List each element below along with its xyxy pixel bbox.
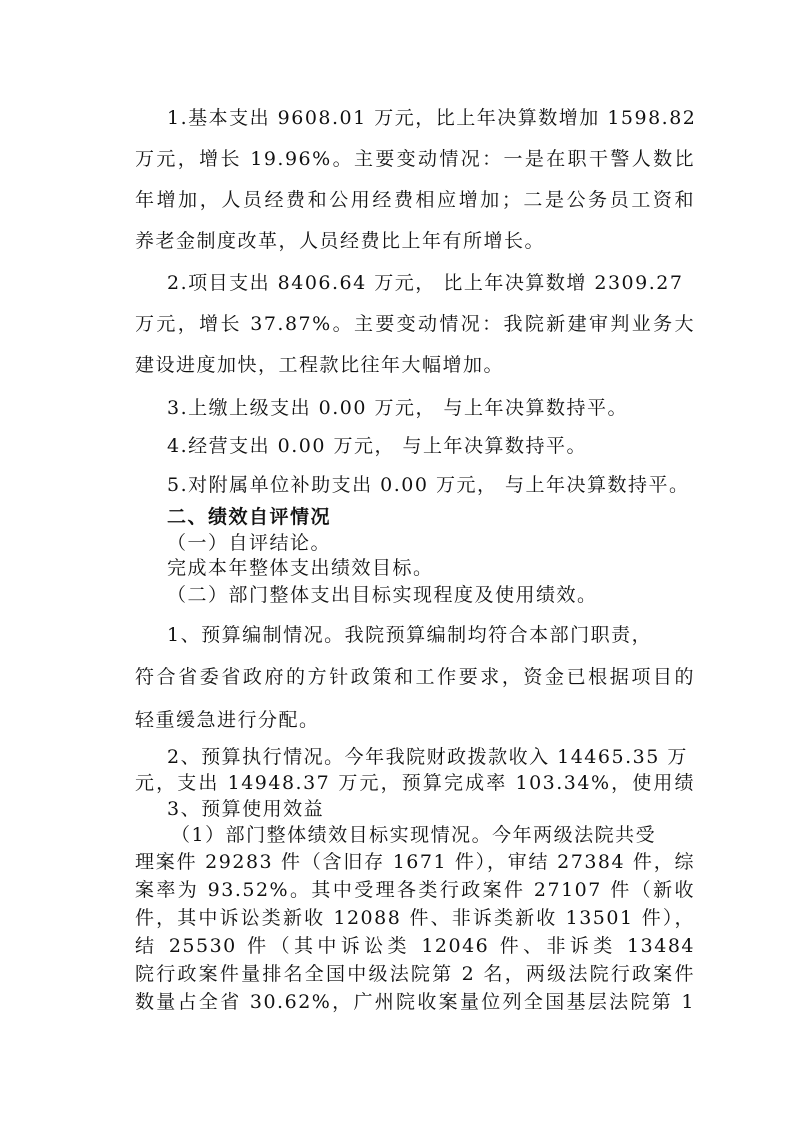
subsection-heading: （二）部门整体支出目标实现程度及使用绩效。 xyxy=(167,584,598,606)
paragraph-line: 结 25530 件（其中诉讼类 12046 件、非诉类 13484 xyxy=(135,935,695,957)
paragraph-line: 符合省委省政府的方针政策和工作要求，资金已根据项目的 xyxy=(135,666,695,688)
paragraph-line: 建设进度加快，工程款比往年大幅增加。 xyxy=(135,354,505,376)
paragraph-line: 院行政案件量排名全国中级法院第 2 名，两级法院行政案件 xyxy=(135,963,695,985)
paragraph-line: 3.上缴上级支出 0.00 万元， 与上年决算数持平。 xyxy=(167,397,629,419)
paragraph-line: 2、预算执行情况。今年我院财政拨款收入 14465.35 万 xyxy=(167,746,688,768)
paragraph-line: 1、预算编制情况。我院预算编制均符合本部门职责， xyxy=(167,624,653,646)
paragraph-line: 万元，增长 19.96%。主要变动情况：一是在职干警人数比 xyxy=(135,148,695,170)
paragraph-line: 4.经营支出 0.00 万元， 与上年决算数持平。 xyxy=(167,435,588,457)
section-heading: 二、绩效自评情况 xyxy=(167,506,332,528)
paragraph-line: 数量占全省 30.62%，广州院收案量位列全国基层法院第 1 xyxy=(135,991,695,1013)
paragraph-line: 元，支出 14948.37 万元，预算完成率 103.34%，使用绩 xyxy=(135,772,695,794)
paragraph-line: 养老金制度改革，人员经费比上年有所增长。 xyxy=(135,230,546,252)
paragraph-line: 1.基本支出 9608.01 万元，比上年决算数增加 1598.82 xyxy=(167,107,697,129)
paragraph-line: 案率为 93.52%。其中受理各类行政案件 27107 件（新收 xyxy=(135,879,695,901)
paragraph-line: 年增加，人员经费和公用经费相应增加；二是公务员工资和 xyxy=(135,189,695,211)
paragraph-line: 万元，增长 37.87%。主要变动情况：我院新建审判业务大 xyxy=(135,313,695,335)
paragraph-line: （1）部门整体绩效目标实现情况。今年两级法院共受 xyxy=(171,824,657,846)
paragraph-line: 完成本年整体支出绩效目标。 xyxy=(167,557,434,579)
paragraph-line: 2.项目支出 8406.64 万元， 比上年决算数增 2309.27 xyxy=(167,272,684,294)
subsection-heading: （一）自评结论。 xyxy=(167,532,332,554)
paragraph-line: 理案件 29283 件（含旧存 1671 件），审结 27384 件，综 xyxy=(135,851,695,873)
paragraph-line: 5.对附属单位补助支出 0.00 万元， 与上年决算数持平。 xyxy=(167,474,690,496)
paragraph-line: 轻重缓急进行分配。 xyxy=(135,709,320,731)
paragraph-line: 3、预算使用效益 xyxy=(167,798,325,820)
paragraph-line: 件，其中诉讼类新收 12088 件、非诉类新收 13501 件）， xyxy=(135,907,695,929)
